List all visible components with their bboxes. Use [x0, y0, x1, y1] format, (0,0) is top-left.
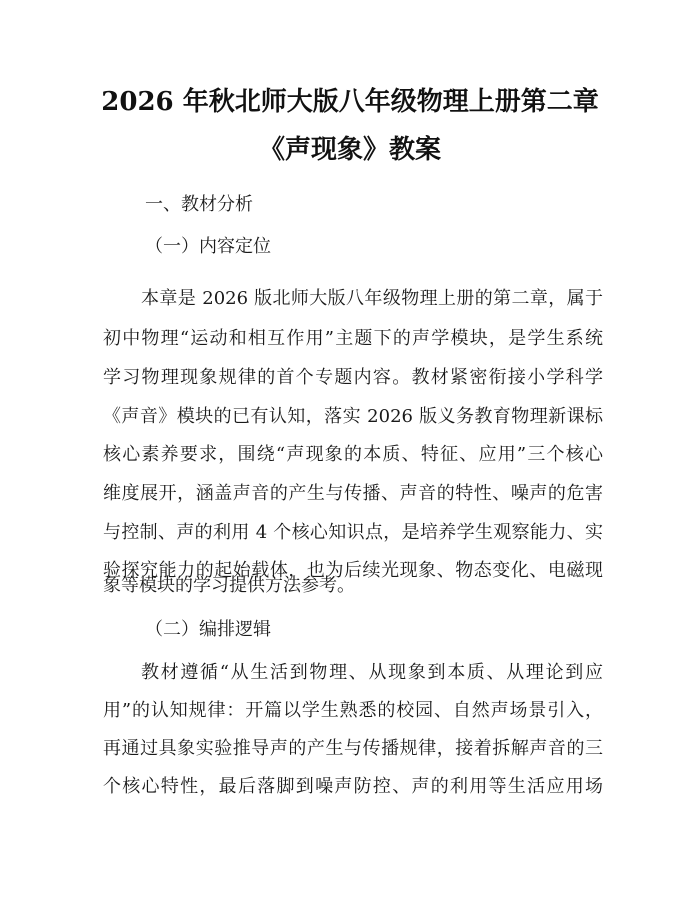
- paragraph-line: 教材遵循“从生活到物理、从现象到本质、从理论到应: [141, 662, 603, 683]
- paragraph-line: 初中物理“运动和相互作用”主题下的声学模块，是学生系统: [103, 328, 603, 349]
- paragraph-line: 维度展开，涵盖声音的产生与传播、声音的特性、噪声的危害: [103, 483, 603, 504]
- paragraph-line: 核心素养要求，围绕“声现象的本质、特征、应用”三个核心: [103, 444, 603, 465]
- document-title-line-1: 2026 年秋北师大版八年级物理上册第二章: [101, 87, 599, 117]
- paragraph-line: 与控制、声的利用 4 个核心知识点，是培养学生观察能力、实: [103, 522, 603, 543]
- document-title-line-2: 《声现象》教案: [258, 135, 441, 165]
- subsection-heading-arrangement-logic: （二）编排逻辑: [145, 619, 271, 640]
- paragraph-line: 《声音》模块的已有认知，落实 2026 版义务教育物理新课标: [103, 406, 603, 427]
- subsection-heading-content-positioning: （一）内容定位: [145, 236, 271, 257]
- paragraph-line: 本章是 2026 版北师大版八年级物理上册的第二章，属于: [141, 288, 603, 309]
- section-heading-teaching-material-analysis: 一、教材分析: [145, 194, 253, 215]
- paragraph-line: 再通过具象实验推导声的产生与传播规律，接着拆解声音的三: [103, 738, 603, 759]
- paragraph-line: 用”的认知规律：开篇以学生熟悉的校园、自然声场景引入，: [103, 700, 603, 721]
- paragraph-line: 验探究能力的起始载体，也为后续光现象、物态变化、电磁现: [103, 560, 603, 581]
- paragraph-line: 个核心特性，最后落脚到噪声防控、声的利用等生活应用场: [103, 776, 603, 797]
- paragraph-line: 学习物理现象规律的首个专题内容。教材紧密衔接小学科学: [103, 367, 603, 388]
- paragraph-line: 象等模块的学习提供方法参考。: [103, 575, 355, 596]
